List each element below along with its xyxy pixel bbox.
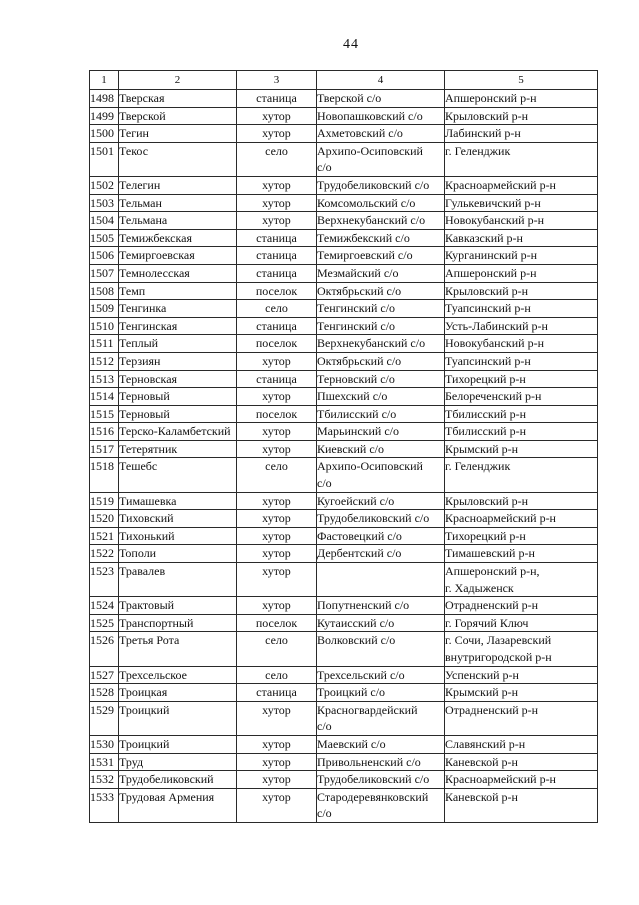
council-cell: Стародеревянковский с/о — [317, 788, 445, 822]
row-number-cell: 1514 — [90, 388, 119, 406]
row-number-cell: 1506 — [90, 247, 119, 265]
settlement-name-cell: Труд — [119, 753, 237, 771]
council-cell: Верхнекубанский с/о — [317, 212, 445, 230]
settlement-name-cell: Теплый — [119, 335, 237, 353]
row-number-cell: 1503 — [90, 194, 119, 212]
council-cell: Волковский с/о — [317, 632, 445, 666]
council-cell: Трудобеликовский с/о — [317, 771, 445, 789]
row-number-cell: 1501 — [90, 142, 119, 176]
table-row — [90, 194, 598, 212]
settlement-name-cell: Тегин — [119, 125, 237, 143]
settlement-name-cell: Терско-Каламбетский — [119, 423, 237, 441]
settlement-name-cell: Тельмана — [119, 212, 237, 230]
row-number-cell: 1516 — [90, 423, 119, 441]
settlement-type-cell: станица — [237, 317, 317, 335]
settlement-name-cell: Тетерятник — [119, 440, 237, 458]
settlement-name-cell: Темнолесская — [119, 264, 237, 282]
settlement-name-cell: Темп — [119, 282, 237, 300]
district-cell: Крымский р-н — [445, 684, 598, 702]
settlement-type-cell: поселок — [237, 614, 317, 632]
district-cell: г. Горячий Ключ — [445, 614, 598, 632]
table-row — [90, 510, 598, 528]
district-cell: Тихорецкий р-н — [445, 370, 598, 388]
table-row — [90, 735, 598, 753]
district-cell: Усть-Лабинский р-н — [445, 317, 598, 335]
settlement-name-cell: Тимашевка — [119, 492, 237, 510]
table-row — [90, 753, 598, 771]
table-row — [90, 300, 598, 318]
table-row — [90, 176, 598, 194]
table-row — [90, 282, 598, 300]
settlement-name-cell: Тешебс — [119, 458, 237, 492]
district-cell: Отрадненский р-н — [445, 701, 598, 735]
page-number: 44 — [343, 37, 359, 52]
table-row — [90, 264, 598, 282]
district-cell: Красноармейский р-н — [445, 510, 598, 528]
row-number-cell: 1513 — [90, 370, 119, 388]
district-cell: Каневской р-н — [445, 788, 598, 822]
district-cell: Тбилисский р-н — [445, 423, 598, 441]
settlement-name-cell: Тополи — [119, 545, 237, 563]
table-row — [90, 335, 598, 353]
table-row — [90, 90, 598, 108]
column-header-4: 4 — [317, 71, 445, 90]
column-header-5: 5 — [445, 71, 598, 90]
district-cell: Тихорецкий р-н — [445, 527, 598, 545]
table-row — [90, 632, 598, 666]
row-number-cell: 1529 — [90, 701, 119, 735]
column-header-1: 1 — [90, 71, 119, 90]
settlement-type-cell: село — [237, 666, 317, 684]
table-row — [90, 597, 598, 615]
settlement-type-cell: поселок — [237, 282, 317, 300]
settlement-name-cell: Трактовый — [119, 597, 237, 615]
row-number-cell: 1498 — [90, 90, 119, 108]
council-cell: Троицкий с/о — [317, 684, 445, 702]
district-cell: Белореченский р-н — [445, 388, 598, 406]
council-cell: Трехсельский с/о — [317, 666, 445, 684]
settlement-name-cell: Третья Рота — [119, 632, 237, 666]
settlement-name-cell: Темижбекская — [119, 229, 237, 247]
settlement-type-cell: хутор — [237, 735, 317, 753]
council-cell: Красногвардейский с/о — [317, 701, 445, 735]
council-cell: Дербентский с/о — [317, 545, 445, 563]
settlement-name-cell: Троицкий — [119, 735, 237, 753]
table-body — [90, 90, 598, 823]
table-row — [90, 352, 598, 370]
settlement-type-cell: хутор — [237, 107, 317, 125]
table-row — [90, 142, 598, 176]
settlement-type-cell: хутор — [237, 597, 317, 615]
council-cell: Трудобеликовский с/о — [317, 510, 445, 528]
settlement-type-cell: хутор — [237, 753, 317, 771]
council-cell: Тенгинский с/о — [317, 317, 445, 335]
settlement-name-cell: Терновская — [119, 370, 237, 388]
district-cell: Кавказский р-н — [445, 229, 598, 247]
council-cell: Киевский с/о — [317, 440, 445, 458]
table-row — [90, 563, 598, 597]
district-cell: Крыловский р-н — [445, 282, 598, 300]
settlement-type-cell: хутор — [237, 771, 317, 789]
table-row — [90, 492, 598, 510]
row-number-cell: 1524 — [90, 597, 119, 615]
settlement-name-cell: Трудобеликовский — [119, 771, 237, 789]
row-number-cell: 1502 — [90, 176, 119, 194]
settlement-type-cell: хутор — [237, 510, 317, 528]
council-cell: Верхнекубанский с/о — [317, 335, 445, 353]
district-cell: Крымский р-н — [445, 440, 598, 458]
row-number-cell: 1511 — [90, 335, 119, 353]
row-number-cell: 1533 — [90, 788, 119, 822]
row-number-cell: 1518 — [90, 458, 119, 492]
settlement-type-cell: село — [237, 632, 317, 666]
table-row — [90, 423, 598, 441]
row-number-cell: 1507 — [90, 264, 119, 282]
row-number-cell: 1517 — [90, 440, 119, 458]
council-cell: Фастовецкий с/о — [317, 527, 445, 545]
council-cell: Тбилисский с/о — [317, 405, 445, 423]
table-row — [90, 247, 598, 265]
council-cell: Архипо-Осиповский с/о — [317, 142, 445, 176]
settlement-type-cell: станица — [237, 229, 317, 247]
settlement-name-cell: Терновый — [119, 388, 237, 406]
settlement-name-cell: Терзиян — [119, 352, 237, 370]
row-number-cell: 1526 — [90, 632, 119, 666]
settlement-type-cell: хутор — [237, 194, 317, 212]
table-row — [90, 317, 598, 335]
row-number-cell: 1528 — [90, 684, 119, 702]
settlement-name-cell: Троицкая — [119, 684, 237, 702]
settlement-name-cell: Троицкий — [119, 701, 237, 735]
settlement-type-cell: хутор — [237, 788, 317, 822]
settlement-type-cell: село — [237, 458, 317, 492]
district-cell: Новокубанский р-н — [445, 335, 598, 353]
council-cell: Кутаисский с/о — [317, 614, 445, 632]
row-number-cell: 1508 — [90, 282, 119, 300]
table-row — [90, 388, 598, 406]
district-cell: Крыловский р-н — [445, 107, 598, 125]
council-cell: Октябрьский с/о — [317, 282, 445, 300]
district-cell: г. Геленджик — [445, 458, 598, 492]
council-cell: Темижбекский с/о — [317, 229, 445, 247]
table-row — [90, 370, 598, 388]
district-cell: Туапсинский р-н — [445, 352, 598, 370]
settlement-name-cell: Тихонький — [119, 527, 237, 545]
settlement-type-cell: хутор — [237, 125, 317, 143]
table-row — [90, 614, 598, 632]
settlement-name-cell: Темиргоевская — [119, 247, 237, 265]
district-cell: Славянский р-н — [445, 735, 598, 753]
district-cell: Гулькевичский р-н — [445, 194, 598, 212]
settlement-type-cell: станица — [237, 370, 317, 388]
council-cell: Пшехский с/о — [317, 388, 445, 406]
council-cell — [317, 563, 445, 597]
row-number-cell: 1499 — [90, 107, 119, 125]
row-number-cell: 1520 — [90, 510, 119, 528]
table-row — [90, 771, 598, 789]
settlements-table — [89, 70, 598, 823]
settlement-type-cell: хутор — [237, 545, 317, 563]
table-row — [90, 440, 598, 458]
row-number-cell: 1509 — [90, 300, 119, 318]
district-cell: Лабинский р-н — [445, 125, 598, 143]
row-number-cell: 1527 — [90, 666, 119, 684]
council-cell: Кугоейский с/о — [317, 492, 445, 510]
table-row — [90, 701, 598, 735]
district-cell: Тбилисский р-н — [445, 405, 598, 423]
settlement-type-cell: хутор — [237, 492, 317, 510]
council-cell: Тверской с/о — [317, 90, 445, 108]
council-cell: Архипо-Осиповский с/о — [317, 458, 445, 492]
table-row — [90, 229, 598, 247]
settlement-name-cell: Трудовая Армения — [119, 788, 237, 822]
council-cell: Тенгинский с/о — [317, 300, 445, 318]
council-cell: Марьинский с/о — [317, 423, 445, 441]
row-number-cell: 1525 — [90, 614, 119, 632]
district-cell: Апшеронский р-н — [445, 264, 598, 282]
table-row — [90, 405, 598, 423]
settlement-type-cell: хутор — [237, 352, 317, 370]
settlement-type-cell: хутор — [237, 527, 317, 545]
settlement-name-cell: Травалев — [119, 563, 237, 597]
district-cell: Курганинский р-н — [445, 247, 598, 265]
row-number-cell: 1521 — [90, 527, 119, 545]
table-row — [90, 545, 598, 563]
settlement-type-cell: хутор — [237, 176, 317, 194]
council-cell: Ахметовский с/о — [317, 125, 445, 143]
settlement-name-cell: Тельман — [119, 194, 237, 212]
district-cell: Новокубанский р-н — [445, 212, 598, 230]
settlement-type-cell: хутор — [237, 701, 317, 735]
settlement-name-cell: Трехсельское — [119, 666, 237, 684]
district-cell: Апшеронский р-н — [445, 90, 598, 108]
row-number-cell: 1504 — [90, 212, 119, 230]
council-cell: Новопашковский с/о — [317, 107, 445, 125]
row-number-cell: 1530 — [90, 735, 119, 753]
district-cell: Отрадненский р-н — [445, 597, 598, 615]
settlement-type-cell: станица — [237, 247, 317, 265]
settlement-type-cell: хутор — [237, 423, 317, 441]
table-row — [90, 527, 598, 545]
settlement-name-cell: Транспортный — [119, 614, 237, 632]
council-cell: Октябрьский с/о — [317, 352, 445, 370]
row-number-cell: 1512 — [90, 352, 119, 370]
district-cell: Красноармейский р-н — [445, 771, 598, 789]
settlement-type-cell: станица — [237, 264, 317, 282]
district-cell: г. Сочи, Лазаревский внутригородской р-н — [445, 632, 598, 666]
row-number-cell: 1523 — [90, 563, 119, 597]
header-row — [90, 71, 598, 90]
council-cell: Терновский с/о — [317, 370, 445, 388]
row-number-cell: 1515 — [90, 405, 119, 423]
settlement-type-cell: станица — [237, 90, 317, 108]
settlement-type-cell: станица — [237, 684, 317, 702]
settlement-type-cell: хутор — [237, 440, 317, 458]
district-cell: Каневской р-н — [445, 753, 598, 771]
row-number-cell: 1510 — [90, 317, 119, 335]
column-header-2: 2 — [119, 71, 237, 90]
council-cell: Трудобеликовский с/о — [317, 176, 445, 194]
settlement-type-cell: село — [237, 142, 317, 176]
row-number-cell: 1505 — [90, 229, 119, 247]
table-row — [90, 212, 598, 230]
council-cell: Комсомольский с/о — [317, 194, 445, 212]
row-number-cell: 1522 — [90, 545, 119, 563]
settlement-name-cell: Тверской — [119, 107, 237, 125]
district-cell: Апшеронский р-н, г. Хадыженск — [445, 563, 598, 597]
council-cell: Мезмайский с/о — [317, 264, 445, 282]
settlement-name-cell: Тверская — [119, 90, 237, 108]
council-cell: Маевский с/о — [317, 735, 445, 753]
row-number-cell: 1519 — [90, 492, 119, 510]
settlement-type-cell: поселок — [237, 335, 317, 353]
district-cell: Крыловский р-н — [445, 492, 598, 510]
district-cell: Успенский р-н — [445, 666, 598, 684]
council-cell: Попутненский с/о — [317, 597, 445, 615]
table-row — [90, 458, 598, 492]
council-cell: Темиргоевский с/о — [317, 247, 445, 265]
table-row — [90, 684, 598, 702]
row-number-cell: 1532 — [90, 771, 119, 789]
district-cell: г. Геленджик — [445, 142, 598, 176]
settlement-type-cell: хутор — [237, 563, 317, 597]
table-header — [90, 71, 598, 90]
table-row — [90, 107, 598, 125]
district-cell: Тимашевский р-н — [445, 545, 598, 563]
table-row — [90, 666, 598, 684]
row-number-cell: 1500 — [90, 125, 119, 143]
row-number-cell: 1531 — [90, 753, 119, 771]
column-header-3: 3 — [237, 71, 317, 90]
settlement-name-cell: Текос — [119, 142, 237, 176]
district-cell: Туапсинский р-н — [445, 300, 598, 318]
district-cell: Красноармейский р-н — [445, 176, 598, 194]
settlement-name-cell: Тиховский — [119, 510, 237, 528]
council-cell: Привольненский с/о — [317, 753, 445, 771]
settlement-name-cell: Тенгинка — [119, 300, 237, 318]
settlement-type-cell: село — [237, 300, 317, 318]
settlement-name-cell: Телегин — [119, 176, 237, 194]
settlement-type-cell: поселок — [237, 405, 317, 423]
settlement-name-cell: Тенгинская — [119, 317, 237, 335]
settlement-name-cell: Терновый — [119, 405, 237, 423]
table-row — [90, 788, 598, 822]
settlement-type-cell: хутор — [237, 388, 317, 406]
settlement-type-cell: хутор — [237, 212, 317, 230]
table-row — [90, 125, 598, 143]
